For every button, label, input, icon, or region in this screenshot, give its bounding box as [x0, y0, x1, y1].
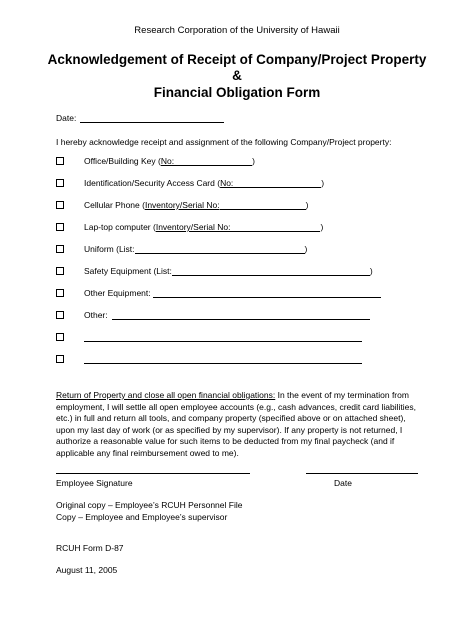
access-card-close: ) [321, 178, 325, 188]
other-line[interactable] [112, 310, 370, 320]
employee-signature-line[interactable] [56, 473, 250, 474]
safety-equipment-close: ) [369, 266, 373, 276]
laptop-close: ) [320, 222, 324, 232]
property-item-laptop [56, 222, 426, 244]
property-item-other-equipment [56, 288, 426, 310]
office-key-no-field[interactable]: No: [160, 156, 175, 166]
original-copy-note: Original copy – Employee’s RCUH Personnel File [56, 500, 243, 510]
form-title-line-1: Acknowledgement of Receipt of Company/Project Property [47, 52, 427, 67]
cellular-phone-close: ) [305, 200, 309, 210]
uniform-line[interactable] [135, 244, 305, 254]
laptop-line[interactable] [230, 222, 320, 232]
form-title-line-3: Financial Obligation Form [153, 85, 321, 100]
other-checkbox[interactable] [56, 311, 64, 319]
copy-note: Copy – Employee and Employee’s supervisor [56, 512, 228, 522]
employee-signature-label: Employee Signature [56, 478, 133, 488]
return-text: In the event of my termination from employment, I will settle all open employee accounts (e.g., cash advances, credit card liabilities, etc.) in full and return all tools, and company property (specified above or on attached sheet), upon my last day of work (or as specified by my supervisor). If any property is not returned, I authorize a reasonable value for such items to be deducted from my final paycheck (and if applicable any final reimbursement owed to me). [56, 390, 417, 458]
form-date: August 11, 2005 [56, 565, 118, 575]
acknowledgement-intro: I hereby acknowledge receipt and assignment of the following Company/Project property: [56, 137, 392, 147]
form-number: RCUH Form D-87 [56, 543, 124, 553]
office-key-checkbox[interactable] [56, 157, 64, 165]
property-item-office-key [56, 156, 426, 178]
laptop-serial-field[interactable]: Inventory/Serial No: [155, 222, 231, 232]
uniform-close: ) [304, 244, 308, 254]
access-card-no-field[interactable]: No: [220, 178, 234, 188]
safety-equipment-checkbox[interactable] [56, 267, 64, 275]
office-key-close: ) [252, 156, 255, 166]
property-item-blank-1 [56, 332, 426, 354]
laptop-checkbox[interactable] [56, 223, 64, 231]
signature-date-line[interactable] [306, 473, 418, 474]
access-card-label: Identification/Security Access Card ( [84, 178, 221, 188]
property-item-safety-equipment [56, 266, 426, 288]
other-equipment-checkbox[interactable] [56, 289, 64, 297]
property-item-uniform [56, 244, 426, 266]
cellular-phone-label: Cellular Phone ( [84, 200, 145, 210]
property-item-cellular-phone [56, 200, 426, 222]
access-card-line[interactable] [233, 178, 321, 188]
blank-2-line[interactable] [84, 354, 362, 364]
organization-name: Research Corporation of the University of Hawaii [134, 25, 340, 36]
form-title-ampersand: & [232, 68, 242, 83]
other-equipment-line[interactable] [153, 288, 381, 298]
uniform-checkbox[interactable] [56, 245, 64, 253]
safety-equipment-label: Safety Equipment (List: [84, 266, 172, 276]
other-label: Other: [84, 310, 108, 320]
blank-2-checkbox[interactable] [56, 355, 64, 363]
return-heading: Return of Property and close all open financial obligations: [56, 390, 276, 400]
date-field[interactable] [80, 113, 224, 123]
property-item-other [56, 310, 426, 332]
office-key-line[interactable] [174, 156, 252, 166]
property-list [56, 156, 426, 376]
cellular-phone-line[interactable] [220, 200, 306, 210]
date-row [56, 113, 224, 123]
cellular-phone-checkbox[interactable] [56, 201, 64, 209]
safety-equipment-line[interactable] [172, 266, 370, 276]
other-equipment-label: Other Equipment: [84, 288, 151, 298]
date-label: Date: [56, 113, 77, 123]
return-of-property-paragraph [56, 390, 424, 459]
blank-1-line[interactable] [84, 332, 362, 342]
property-item-blank-2 [56, 354, 426, 376]
signature-date-label: Date [334, 478, 352, 488]
laptop-label: Lap-top computer ( [84, 222, 156, 232]
uniform-label: Uniform (List: [84, 244, 135, 254]
blank-1-checkbox[interactable] [56, 333, 64, 341]
office-key-label: Office/Building Key ( [84, 156, 161, 166]
cellular-phone-serial-field[interactable]: Inventory/Serial No: [144, 200, 220, 210]
property-item-access-card [56, 178, 426, 200]
access-card-checkbox[interactable] [56, 179, 64, 187]
